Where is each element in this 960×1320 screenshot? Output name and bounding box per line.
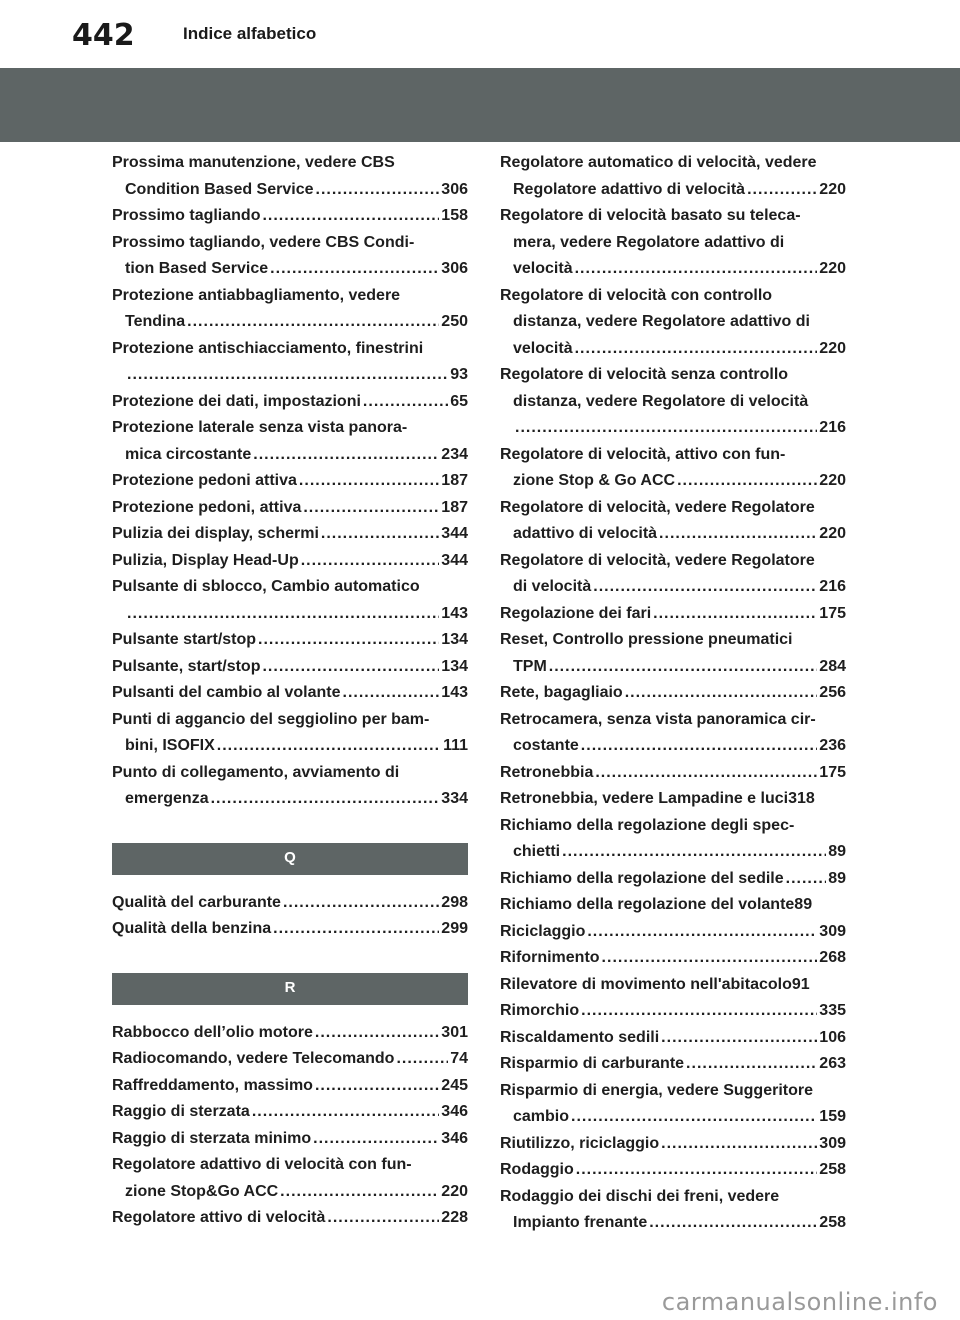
index-entry: [112, 230, 468, 283]
entry-page-number: 89: [828, 843, 846, 860]
entry-term: mica circostante: [125, 445, 252, 463]
entry-term: TPM: [513, 657, 547, 675]
entry-term: Retronebbia, vedere Lampadine e luci: [500, 790, 789, 807]
index-entry: [112, 389, 468, 416]
entry-term: Regolatore automatico di velocità, vedere: [500, 154, 817, 171]
entry-page-number: 245: [441, 1076, 468, 1094]
letter-divider-q: Q: [112, 843, 468, 875]
index-entry: [500, 1025, 846, 1052]
entry-term: velocità: [513, 339, 573, 357]
entry-term: Risparmio di carburante: [500, 1055, 685, 1072]
index-entry: [500, 945, 846, 972]
index-entry: [112, 574, 468, 627]
entry-term: di velocità: [513, 578, 592, 595]
index-entry: [112, 627, 468, 654]
entry-term: cambio: [513, 1108, 570, 1125]
entry-term: Regolatore di velocità basato su teleca-: [500, 207, 801, 224]
entry-page-number: 346: [441, 1103, 468, 1120]
entry-page-number: 89: [828, 869, 846, 887]
entry-page-number: 258: [819, 1161, 846, 1178]
entry-term: Raggio di sterzata minimo: [112, 1129, 312, 1147]
entry-term: Qualità della benzina: [112, 920, 272, 937]
entry-term: Pulizia dei display, schermi: [112, 525, 319, 542]
entry-term: Regolatore di velocità senza controllo: [500, 366, 789, 383]
index-entry: [500, 150, 846, 203]
index-entry: [500, 760, 846, 787]
entry-page-number: 220: [441, 1182, 468, 1200]
entry-term: Reset, Controllo pressione pneumatici: [500, 631, 793, 648]
entry-page-number: 306: [441, 260, 468, 277]
entry-page-number: 318: [788, 790, 815, 807]
entry-page-number: 220: [819, 339, 846, 357]
entry-term: Rimorchio: [500, 1002, 580, 1019]
entry-term: bini, ISOFIX: [125, 737, 215, 754]
entry-page-number: 93: [450, 366, 468, 383]
entry-term: Rodaggio: [500, 1161, 574, 1178]
entry-term: adattivo di velocità: [513, 525, 658, 542]
entry-term: Richiamo della regolazione del sedile: [500, 869, 784, 887]
entry-term: Richiamo della regolazione degli spec-: [500, 816, 795, 834]
index-entry: [500, 972, 846, 999]
index-entry: [500, 495, 846, 548]
entry-term: Raffreddamento, massimo: [112, 1076, 313, 1094]
entry-page-number: 143: [441, 604, 468, 622]
index-group-q: [112, 890, 468, 943]
entry-page-number: 306: [441, 180, 468, 198]
entry-term: Protezione antiabbagliamento, vedere: [112, 286, 401, 304]
entry-page-number: 65: [450, 392, 468, 410]
index-entry: [112, 760, 468, 813]
entry-term: Rabbocco dell’olio motore: [112, 1023, 313, 1041]
entry-term: Regolatore adattivo di velocità: [513, 180, 746, 198]
section-title: Indice alfabetico: [183, 24, 317, 43]
entry-page-number: 91: [791, 975, 810, 993]
index-entry: [112, 468, 468, 495]
entry-page-number: 250: [441, 313, 468, 330]
entry-page-number: 263: [819, 1055, 846, 1072]
index-entry: [500, 548, 846, 601]
entry-page-number: 220: [819, 472, 846, 489]
entry-page-number: 187: [441, 498, 468, 516]
index-entry: [500, 919, 846, 946]
entry-term: Prossima manutenzione, vedere CBS: [112, 154, 395, 171]
index-entry: [112, 1099, 468, 1126]
entry-term: Prossimo tagliando, vedere CBS Condi-: [112, 233, 415, 251]
index-entry: [112, 1126, 468, 1153]
entry-page-number: 309: [819, 922, 846, 940]
entry-page-number: 175: [819, 763, 846, 781]
index-entry: [500, 283, 846, 363]
entry-term: Punto di collegamento, avviamento di: [112, 763, 400, 781]
entry-term: Pulizia, Display Head-Up: [112, 551, 299, 569]
entry-page-number: 134: [441, 631, 468, 648]
page-number: 442: [72, 18, 135, 53]
entry-term: Regolatore attivo di velocità: [112, 1209, 326, 1226]
entry-term: Protezione dei dati, impostazioni: [112, 392, 361, 410]
entry-term: Protezione laterale senza vista panora-: [112, 419, 408, 436]
index-entry: [112, 1205, 468, 1232]
entry-page-number: 344: [441, 525, 468, 542]
index-group-r: [112, 1020, 468, 1232]
index-entry: [500, 203, 846, 283]
index-column-left: [112, 150, 468, 1232]
entry-term: distanza, vedere Regolatore adattivo di: [513, 313, 810, 330]
entry-page-number: 299: [441, 920, 468, 937]
entry-term: Retrocamera, senza vista panoramica cir-: [500, 710, 816, 728]
entry-term: Regolatore adattivo di velocità con fun-: [112, 1156, 412, 1173]
entry-term: Condition Based Service: [125, 180, 314, 198]
index-entry: [112, 521, 468, 548]
entry-page-number: 220: [819, 260, 846, 277]
index-entry: [112, 1152, 468, 1205]
entry-term: Pulsante start/stop: [112, 631, 257, 648]
entry-term: Regolatore di velocità con controllo: [500, 286, 773, 304]
index-entry: [112, 707, 468, 760]
entry-term: Pulsante di sblocco, Cambio automatico: [112, 578, 420, 595]
entry-term: Punti di aggancio del seggiolino per bam-: [112, 710, 430, 728]
index-entry: [500, 627, 846, 680]
entry-term: velocità: [513, 260, 573, 277]
entry-term: zione Stop & Go ACC: [513, 472, 676, 489]
page-header: [0, 0, 960, 64]
index-entry: [112, 283, 468, 336]
index-entry: [500, 707, 846, 760]
index-entry: [112, 548, 468, 575]
index-entry: [500, 786, 846, 813]
entry-page-number: 284: [819, 657, 846, 675]
index-entry: [500, 998, 846, 1025]
entry-page-number: 111: [443, 737, 468, 754]
letter-divider-r: R: [112, 973, 468, 1005]
entry-term: emergenza: [125, 790, 209, 807]
entry-page-number: 220: [819, 180, 846, 198]
entry-page-number: 346: [441, 1129, 468, 1147]
entry-page-number: 298: [441, 893, 468, 911]
entry-term: Regolazione dei fari: [500, 604, 652, 622]
entry-term: distanza, vedere Regolatore di velocità: [513, 392, 809, 410]
entry-term: Riciclaggio: [500, 922, 586, 940]
entry-page-number: 258: [819, 1214, 846, 1231]
entry-term: Rilevatore di movimento nell'abitacolo: [500, 975, 792, 993]
index-entry: [500, 892, 846, 919]
entry-term: chietti: [513, 843, 561, 860]
entry-page-number: 187: [441, 472, 468, 489]
index-entry: [112, 1073, 468, 1100]
index-entry: [112, 890, 468, 917]
entry-term: Risparmio di energia, vedere Suggeritore: [500, 1081, 813, 1099]
entry-page-number: 268: [819, 949, 846, 966]
entry-term: Retronebbia: [500, 763, 594, 781]
index-entry: [500, 680, 846, 707]
entry-page-number: 220: [819, 525, 846, 542]
entry-term: mera, vedere Regolatore adattivo di: [513, 233, 785, 251]
entry-term: zione Stop&Go ACC: [125, 1182, 279, 1200]
index-entry: [112, 336, 468, 389]
entry-page-number: 158: [441, 207, 468, 224]
entry-term: Protezione pedoni, attiva: [112, 498, 302, 516]
entry-page-number: 228: [441, 1209, 468, 1226]
entry-term: Pulsante, start/stop: [112, 657, 261, 675]
entry-page-number: 134: [441, 657, 468, 675]
index-entry: [500, 1184, 846, 1237]
index-entry: [112, 150, 468, 203]
entry-page-number: 301: [441, 1023, 468, 1041]
index-entry: [500, 1051, 846, 1078]
entry-term: Radiocomando, vedere Telecomando: [112, 1050, 395, 1067]
entry-page-number: 344: [441, 551, 468, 569]
entry-page-number: 216: [819, 578, 846, 595]
index-column-right: [500, 150, 846, 1237]
entry-page-number: 234: [441, 445, 468, 463]
entry-page-number: 216: [819, 419, 846, 436]
index-entry: [112, 1046, 468, 1073]
watermark: carmanualsonline.info: [661, 1288, 938, 1316]
index-entry: [500, 866, 846, 893]
entry-term: Protezione pedoni attiva: [112, 472, 297, 489]
entry-page-number: 175: [819, 604, 846, 622]
index-group-r-continued: [500, 150, 846, 1237]
index-entry: [500, 442, 846, 495]
entry-term: Rodaggio dei dischi dei freni, vedere: [500, 1187, 780, 1205]
index-entry: [500, 1131, 846, 1158]
entry-page-number: 256: [819, 684, 846, 701]
entry-term: Tendina: [125, 313, 186, 330]
entry-term: Regolatore di velocità, vedere Regolatore: [500, 551, 815, 569]
entry-page-number: 334: [441, 790, 468, 807]
entry-term: Riscaldamento sedili: [500, 1028, 660, 1046]
entry-term: Impianto frenante: [513, 1214, 648, 1231]
header-banner: [0, 68, 960, 142]
entry-page-number: 159: [819, 1108, 846, 1125]
entry-page-number: 236: [819, 737, 846, 754]
entry-page-number: 335: [819, 1002, 846, 1019]
index-group-p: [112, 150, 468, 813]
entry-page-number: 74: [450, 1050, 468, 1067]
entry-term: Prossimo tagliando: [112, 207, 261, 224]
index-entry: [500, 601, 846, 628]
index-entry: [112, 916, 468, 943]
index-entry: [112, 680, 468, 707]
entry-page-number: 143: [441, 684, 468, 701]
entry-term: Regolatore di velocità, vedere Regolatore: [500, 498, 815, 516]
entry-term: costante: [513, 737, 579, 754]
index-entry: [112, 203, 468, 230]
index-entry: [500, 1078, 846, 1131]
entry-term: Qualità del carburante: [112, 893, 281, 911]
index-entry: [500, 813, 846, 866]
index-entry: [500, 362, 846, 442]
index-entry: [112, 415, 468, 468]
index-entry: [500, 1157, 846, 1184]
entry-term: Pulsanti del cambio al volante: [112, 684, 341, 701]
entry-term: tion Based Service: [125, 260, 269, 277]
entry-term: Rifornimento: [500, 949, 600, 966]
entry-term: Riutilizzo, riciclaggio: [500, 1134, 660, 1152]
entry-page-number: 89: [794, 896, 813, 913]
entry-term: Rete, bagagliaio: [500, 684, 623, 701]
entry-page-number: 106: [819, 1028, 846, 1046]
index-entry: [112, 654, 468, 681]
entry-term: Richiamo della regolazione del volante: [500, 896, 795, 913]
entry-term: Raggio di sterzata: [112, 1103, 250, 1120]
index-entry: [112, 495, 468, 522]
entry-page-number: 309: [819, 1134, 846, 1152]
entry-term: Protezione antischiacciamento, finestrini: [112, 339, 424, 357]
index-entry: [112, 1020, 468, 1047]
entry-term: Regolatore di velocità, attivo con fun-: [500, 445, 786, 463]
